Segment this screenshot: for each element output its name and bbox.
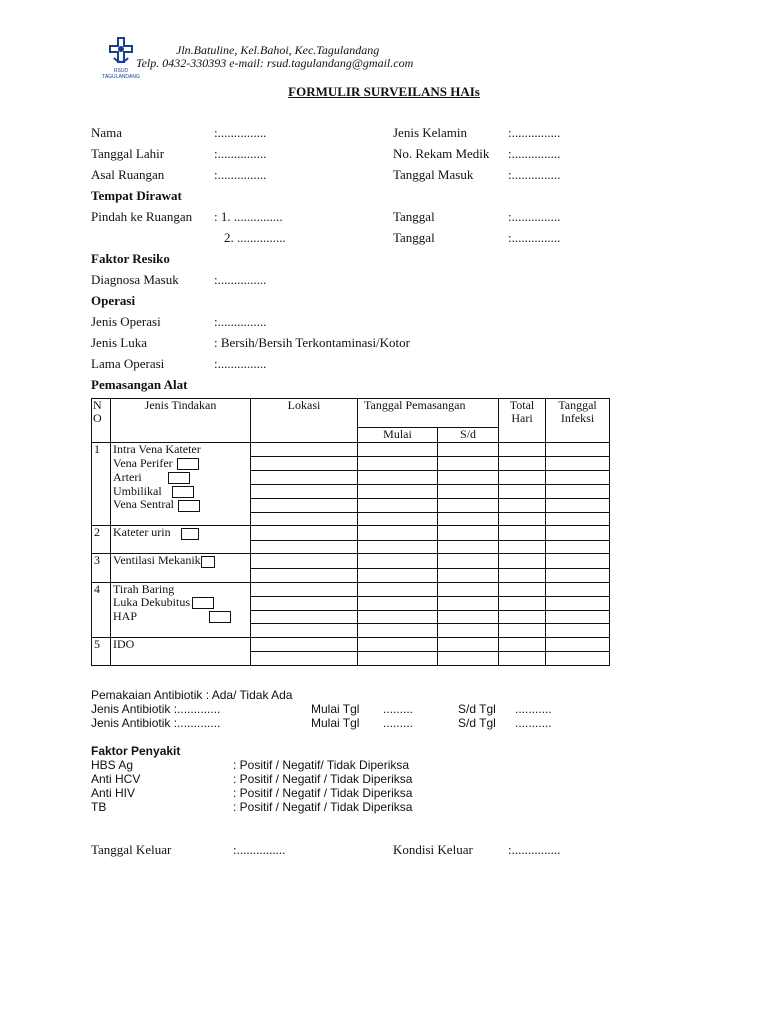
value-tb[interactable]: : Positif / Negatif / Tidak Diperiksa	[233, 800, 413, 814]
checkbox-vena-perifer[interactable]	[177, 458, 199, 470]
label-anti-hiv: Anti HIV	[91, 786, 136, 800]
table-row	[92, 568, 610, 582]
col-header-tanggal: Tanggal Pemasangan	[358, 399, 499, 428]
value-hbs-ag[interactable]: : Positif / Negatif/ Tidak Diperiksa	[233, 758, 410, 772]
table-row	[92, 485, 610, 499]
checkbox-luka-dekubitus[interactable]	[192, 597, 214, 609]
field-jenis-luka[interactable]: : Bersih/Bersih Terkontaminasi/Kotor	[214, 335, 410, 350]
col-header-no: NO	[92, 399, 111, 443]
field-mulai-tgl-1[interactable]: .........	[383, 702, 414, 716]
field-nama[interactable]: :...............	[214, 125, 267, 140]
item-kateter-urin: Kateter urin	[113, 525, 171, 540]
field-sd-tgl-2[interactable]: ...........	[515, 716, 552, 730]
col-header-sd: S/d	[438, 428, 499, 443]
checkbox-hap[interactable]	[209, 611, 231, 623]
field-jenis-antibiotik-1[interactable]: Jenis Antibiotik :.............	[91, 702, 221, 716]
heading-operasi: Operasi	[91, 293, 136, 308]
table-row	[92, 498, 610, 512]
field-pindah-2[interactable]: 2. ...............	[224, 230, 286, 245]
item-vena-perifer: Vena Perifer	[113, 456, 173, 470]
value-anti-hiv[interactable]: : Positif / Negatif / Tidak Diperiksa	[233, 786, 413, 800]
field-tanggal-lahir[interactable]: :...............	[214, 146, 267, 161]
item-vena-sentral: Vena Sentral	[113, 498, 174, 512]
col-header-jenis: Jenis Tindakan	[111, 399, 251, 443]
value-anti-hcv[interactable]: : Positif / Negatif / Tidak Diperiksa	[233, 772, 413, 786]
field-jenis-antibiotik-2[interactable]: Jenis Antibiotik :.............	[91, 716, 221, 730]
field-sd-tgl-1[interactable]: ...........	[515, 702, 552, 716]
table-row	[92, 540, 610, 554]
heading-tempat-dirawat: Tempat Dirawat	[91, 188, 182, 203]
checkbox-ventilasi[interactable]	[201, 556, 215, 568]
checkbox-kateter-urin[interactable]	[181, 528, 199, 540]
label-mulai-tgl-1: Mulai Tgl	[311, 702, 360, 716]
heading-faktor-penyakit: Faktor Penyakit	[91, 744, 181, 758]
label-tanggal-1: Tanggal	[393, 209, 435, 224]
item-arteri: Arteri	[113, 470, 142, 484]
col-header-infeksi: Tanggal Infeksi	[546, 399, 610, 443]
field-tanggal-1[interactable]: :...............	[508, 209, 561, 224]
checkbox-umbilikal[interactable]	[172, 486, 194, 498]
field-tanggal-2[interactable]: :...............	[508, 230, 561, 245]
label-nama: Nama	[91, 125, 123, 140]
label-jenis-kelamin: Jenis Kelamin	[393, 125, 468, 140]
item-ventilasi-mekanik: Ventilasi Mekanik	[113, 553, 201, 568]
label-diagnosa-masuk: Diagnosa Masuk	[91, 272, 179, 287]
label-sd-tgl-2: S/d Tgl	[458, 716, 496, 730]
field-kondisi-keluar[interactable]: :...............	[508, 842, 561, 857]
label-hbs-ag: HBS Ag	[91, 758, 134, 772]
label-pindah-ruangan: Pindah ke Ruangan	[91, 209, 193, 224]
heading-faktor-resiko: Faktor Resiko	[91, 251, 170, 266]
table-row	[92, 610, 610, 624]
table-row	[92, 526, 610, 540]
pemakaian-antibiotik: Pemakaian Antibiotik : Ada/ Tidak Ada	[91, 688, 293, 702]
label-asal-ruangan: Asal Ruangan	[91, 167, 165, 182]
label-tanggal-masuk: Tanggal Masuk	[393, 167, 474, 182]
table-row	[92, 638, 610, 652]
item-luka-dekubitus: Luka Dekubitus	[113, 596, 190, 610]
field-tanggal-keluar[interactable]: :...............	[233, 842, 286, 857]
contact-line: Telp. 0432-330393 e-mail: rsud.tagulandang@gmail.com	[136, 56, 414, 70]
field-jenis-operasi[interactable]: :...............	[214, 314, 267, 329]
col-header-mulai: Mulai	[358, 428, 438, 443]
item-ido: IDO	[111, 638, 251, 652]
label-sd-tgl-1: S/d Tgl	[458, 702, 496, 716]
form-title: FORMULIR SURVEILANS HAIs	[288, 84, 480, 99]
table-row	[92, 554, 610, 568]
table-row	[92, 471, 610, 485]
row-number-4: 4	[92, 582, 111, 596]
field-mulai-tgl-2[interactable]: .........	[383, 716, 414, 730]
field-diagnosa-masuk[interactable]: :...............	[214, 272, 267, 287]
device-table	[91, 398, 610, 666]
checkbox-vena-sentral[interactable]	[178, 500, 200, 512]
checkbox-arteri[interactable]	[168, 472, 190, 484]
row-number-2: 2	[92, 526, 111, 540]
table-row	[92, 652, 610, 666]
logo-caption: RSUD TAGULANDANG	[102, 68, 140, 80]
item-intra-vena: Intra Vena Kateter	[111, 443, 251, 457]
table-row	[92, 512, 610, 526]
label-tb: TB	[91, 800, 107, 814]
row-number-5: 5	[92, 638, 111, 652]
label-tanggal-lahir: Tanggal Lahir	[91, 146, 165, 161]
label-jenis-luka: Jenis Luka	[91, 335, 147, 350]
address-line: Jln.Batuline, Kel.Bahoi, Kec.Tagulandang	[176, 43, 380, 57]
label-kondisi-keluar: Kondisi Keluar	[393, 842, 473, 857]
item-tirah-baring: Tirah Baring	[111, 582, 251, 596]
table-row	[92, 596, 610, 610]
row-number-3: 3	[92, 554, 111, 568]
field-pindah-1[interactable]: : 1. ...............	[214, 209, 283, 224]
table-row	[92, 624, 610, 638]
label-tanggal-2: Tanggal	[393, 230, 435, 245]
field-lama-operasi[interactable]: :...............	[214, 356, 267, 371]
item-umbilikal: Umbilikal	[113, 484, 162, 498]
field-tanggal-masuk[interactable]: :...............	[508, 167, 561, 182]
field-asal-ruangan[interactable]: :...............	[214, 167, 267, 182]
table-row	[92, 582, 610, 596]
item-hap: HAP	[113, 610, 138, 624]
label-anti-hcv: Anti HCV	[91, 772, 141, 786]
table-row	[92, 443, 610, 457]
label-lama-operasi: Lama Operasi	[91, 356, 165, 371]
label-mulai-tgl-2: Mulai Tgl	[311, 716, 360, 730]
label-no-rekam-medik: No. Rekam Medik	[393, 146, 490, 161]
col-header-lokasi: Lokasi	[251, 399, 358, 443]
table-row	[92, 457, 610, 471]
col-header-total: Total Hari	[499, 399, 546, 443]
label-tanggal-keluar: Tanggal Keluar	[91, 842, 172, 857]
row-number-1: 1	[92, 443, 111, 457]
field-jenis-kelamin[interactable]: :...............	[508, 125, 561, 140]
field-no-rekam-medik[interactable]: :...............	[508, 146, 561, 161]
label-jenis-operasi: Jenis Operasi	[91, 314, 161, 329]
heading-pemasangan-alat: Pemasangan Alat	[91, 377, 188, 392]
